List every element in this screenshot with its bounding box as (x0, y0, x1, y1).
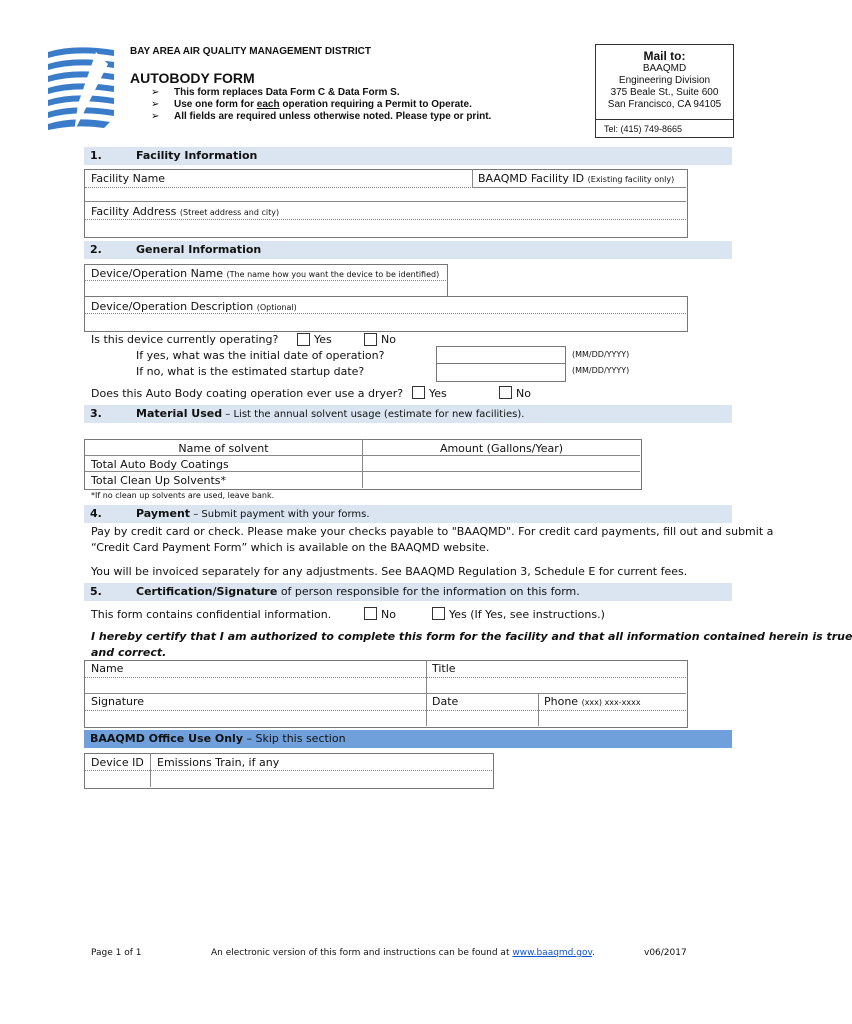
device-desc-field[interactable] (86, 314, 684, 328)
table-header-amount: Amount (Gallons/Year) (439, 442, 564, 455)
footer-electronic-note: An electronic version of this form and instructions can be found at www.baaqmd.gov. (211, 948, 595, 958)
device-desc-label: Device/Operation Description (Optional) (91, 300, 297, 313)
arrow-bullet-icon: ➢ (151, 87, 160, 98)
section-1-header: 1. Facility Information (84, 147, 732, 165)
facility-address-field[interactable] (86, 220, 684, 234)
operating-yes-checkbox[interactable] (297, 333, 310, 346)
name-field[interactable] (86, 678, 424, 692)
title-label: Title (432, 662, 456, 675)
mail-to-address: BAAQMD Engineering Division 375 Beale St., Suite 600 San Francisco, CA 94105 (607, 63, 722, 110)
startup-date-field[interactable] (436, 363, 566, 382)
operating-no-checkbox[interactable] (364, 333, 377, 346)
title-field[interactable] (428, 678, 684, 692)
facility-id-label: BAAQMD Facility ID (Existing facility only) (478, 172, 675, 185)
confidential-yes-label: Yes (If Yes, see instructions.) (449, 608, 605, 621)
section-4-header: 4. Payment – Submit payment with your forms. (84, 505, 732, 523)
confidential-no-label: No (381, 608, 396, 621)
office-use-header: BAAQMD Office Use Only – Skip this section (84, 730, 732, 748)
page-number: Page 1 of 1 (91, 948, 142, 958)
currently-operating-question: Is this device currently operating? (91, 333, 279, 346)
payment-paragraph-2: You will be invoiced separately for any adjustments. See BAAQMD Regulation 3, Schedule E for current fees. (91, 565, 688, 578)
dryer-no-label: No (516, 387, 531, 400)
initial-date-question: If yes, what was the initial date of operation? (136, 349, 385, 362)
phone-label: Phone (xxx) xxx-xxxx (544, 695, 641, 708)
facility-address-label: Facility Address (Street address and city) (91, 205, 280, 218)
certification-statement-end: and correct. (91, 646, 167, 659)
startup-date-question: If no, what is the estimated startup date? (136, 365, 365, 378)
mail-to-tel: Tel: (415) 749-8665 (604, 124, 683, 134)
arrow-bullet-icon: ➢ (151, 111, 160, 122)
emissions-train-label: Emissions Train, if any (157, 756, 280, 769)
bullet-3: All fields are required unless otherwise noted. Please type or print. (174, 111, 492, 122)
device-id-label: Device ID (91, 756, 144, 769)
device-name-field[interactable] (86, 281, 444, 294)
date-field[interactable] (428, 711, 536, 725)
dryer-no-checkbox[interactable] (499, 386, 512, 399)
phone-field[interactable] (540, 711, 684, 725)
cleanup-amount-field[interactable] (364, 472, 638, 486)
material-footnote: *If no clean up solvents are used, leave bank. (91, 491, 275, 500)
certification-statement: I hereby certify that I am authorized to complete this form for the facility and that all information contained herein is true (91, 630, 852, 643)
initial-date-format: (MM/DD/YYYY) (572, 350, 630, 359)
section-2-header: 2. General Information (84, 241, 732, 259)
bullet-2: Use one form for each operation requiring a Permit to Operate. (174, 99, 472, 110)
name-label: Name (91, 662, 124, 675)
facility-name-field[interactable] (86, 188, 470, 200)
form-version: v06/2017 (644, 948, 687, 958)
dryer-yes-checkbox[interactable] (412, 386, 425, 399)
table-row-cleanup: Total Clean Up Solvents* (91, 474, 226, 487)
signature-label: Signature (91, 695, 145, 708)
device-name-label: Device/Operation Name (The name how you want the device to be identified) (91, 267, 440, 280)
section-5-header: 5. Certification/Signature of person responsible for the information on this form. (84, 583, 732, 601)
coatings-amount-field[interactable] (364, 456, 638, 470)
dryer-yes-label: Yes (429, 387, 447, 400)
operating-yes-label: Yes (314, 333, 332, 346)
mail-to-box (595, 44, 734, 138)
baaqmd-logo (44, 44, 118, 134)
operating-no-label: No (381, 333, 396, 346)
payment-paragraph-1b: “Credit Card Payment Form” which is available on the BAAQMD website. (91, 541, 490, 554)
confidential-yes-checkbox[interactable] (432, 607, 445, 620)
signature-field[interactable] (86, 711, 424, 725)
agency-name: BAY AREA AIR QUALITY MANAGEMENT DISTRICT (130, 46, 371, 57)
table-header-solvent: Name of solvent (178, 442, 269, 455)
date-label: Date (432, 695, 459, 708)
confidential-no-checkbox[interactable] (364, 607, 377, 620)
bullet-1: This form replaces Data Form C & Data Form S. (174, 87, 400, 98)
startup-date-format: (MM/DD/YYYY) (572, 366, 630, 375)
payment-paragraph-1: Pay by credit card or check. Please make your checks payable to "BAAQMD". For credit card payments, fill out and submit a (91, 525, 774, 538)
baaqmd-website-link[interactable]: www.baaqmd.gov (512, 948, 593, 958)
arrow-bullet-icon: ➢ (151, 99, 160, 110)
section-3-header: 3. Material Used – List the annual solvent usage (estimate for new facilities). (84, 405, 732, 423)
mail-to-heading: Mail to: (643, 49, 686, 63)
confidential-question: This form contains confidential information. (91, 608, 332, 621)
facility-name-label: Facility Name (91, 172, 166, 185)
form-title: AUTOBODY FORM (130, 70, 255, 86)
facility-id-field[interactable] (474, 188, 684, 200)
table-row-coatings: Total Auto Body Coatings (91, 458, 229, 471)
dryer-question: Does this Auto Body coating operation ever use a dryer? (91, 387, 404, 400)
office-use-table (84, 753, 494, 789)
